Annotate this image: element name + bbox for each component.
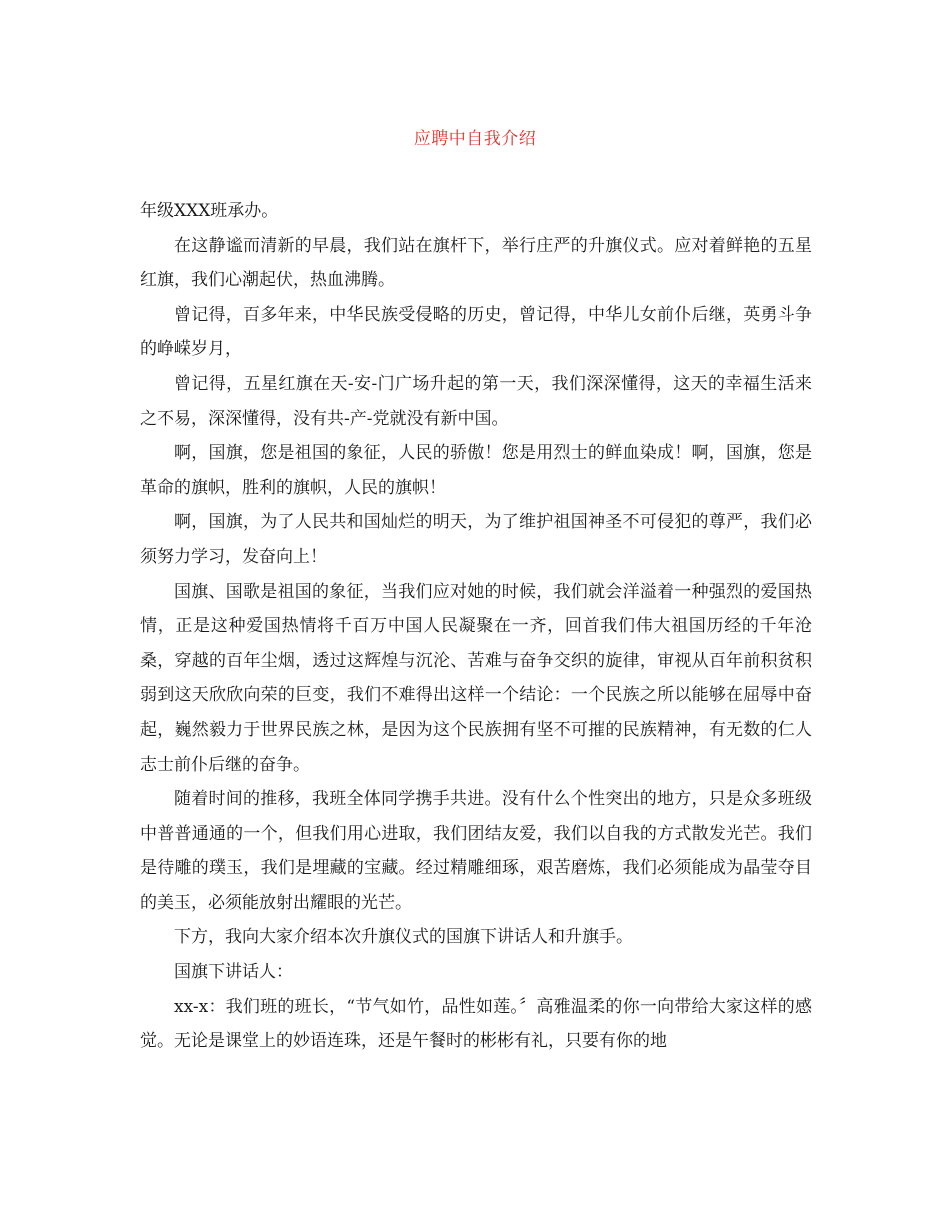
paragraph-9: 下方，我向大家介绍本次升旗仪式的国旗下讲话人和升旗手。 <box>174 927 633 948</box>
paragraph-7: 国旗、国歌是祖国的象征，当我们应对她的时候，我们就会洋溢着一种强烈的爱国热情，正是这种爱国热情将千百万中国人民凝聚在一齐，回首我们伟大祖国历经的千年沧桑，穿越的百年尘烟，透过这辉煌与沉沦、苦难与奋争交织的旋律，审视从百年前积贫积弱到这天欣欣向荣的巨变，我们不难得出这样一个结论：一个民族之所以能够在屈辱中奋起，巍然毅力于世界民族之林，是因为这个民族拥有坚不可摧的民族精神，有无数的仁人志士前仆后继的奋争。 <box>140 581 812 775</box>
paragraph-10: 国旗下讲话人： <box>174 962 293 983</box>
paragraph-3: 曾记得，百多年来，中华民族受侵略的历史，曾记得，中华儿女前仆后继，英勇斗争的峥嵘岁月， <box>140 304 812 360</box>
document-title: 应聘中自我介绍 <box>413 129 537 149</box>
paragraph-6: 啊，国旗，为了人民共和国灿烂的明天，为了维护祖国神圣不可侵犯的尊严，我们必须努力学习，发奋向上！ <box>140 512 812 567</box>
paragraph-4: 曾记得，五星红旗在天-安-门广场升起的第一天，我们深深懂得，这天的幸福生活来之不易，深深懂得，没有共-产-党就没有新中国。 <box>140 373 812 429</box>
paragraph-11: xx-x：我们班的班长，“节气如竹，品性如莲。〞高雅温柔的你一向带给大家这样的感觉。无论是课堂上的妙语连珠，还是午餐时的彬彬有礼，只要有你的地 <box>140 996 812 1052</box>
document-body <box>140 194 812 1059</box>
paragraph-2: 在这静谧而清新的早晨，我们站在旗杆下，举行庄严的升旗仪式。应对着鲜艳的五星红旗，我们心潮起伏，热血沸腾。 <box>140 235 812 291</box>
paragraph-1: 年级XXX班承办。 <box>140 201 279 221</box>
paragraph-8: 随着时间的推移，我班全体同学携手共进。没有什么个性突出的地方，只是众多班级中普普通通的一个，但我们用心进取，我们团结友爱，我们以自我的方式散发光芒。我们是待雕的璞玉，我们是埋藏的宝藏。经过精雕细琢，艰苦磨炼，我们必须能成为晶莹夺目的美玉，必须能放射出耀眼的光芒。 <box>140 789 812 913</box>
paragraph-5: 啊，国旗，您是祖国的象征，人民的骄傲！您是用烈士的鲜血染成！啊，国旗，您是革命的旗帜，胜利的旗帜，人民的旗帜！ <box>140 443 812 498</box>
